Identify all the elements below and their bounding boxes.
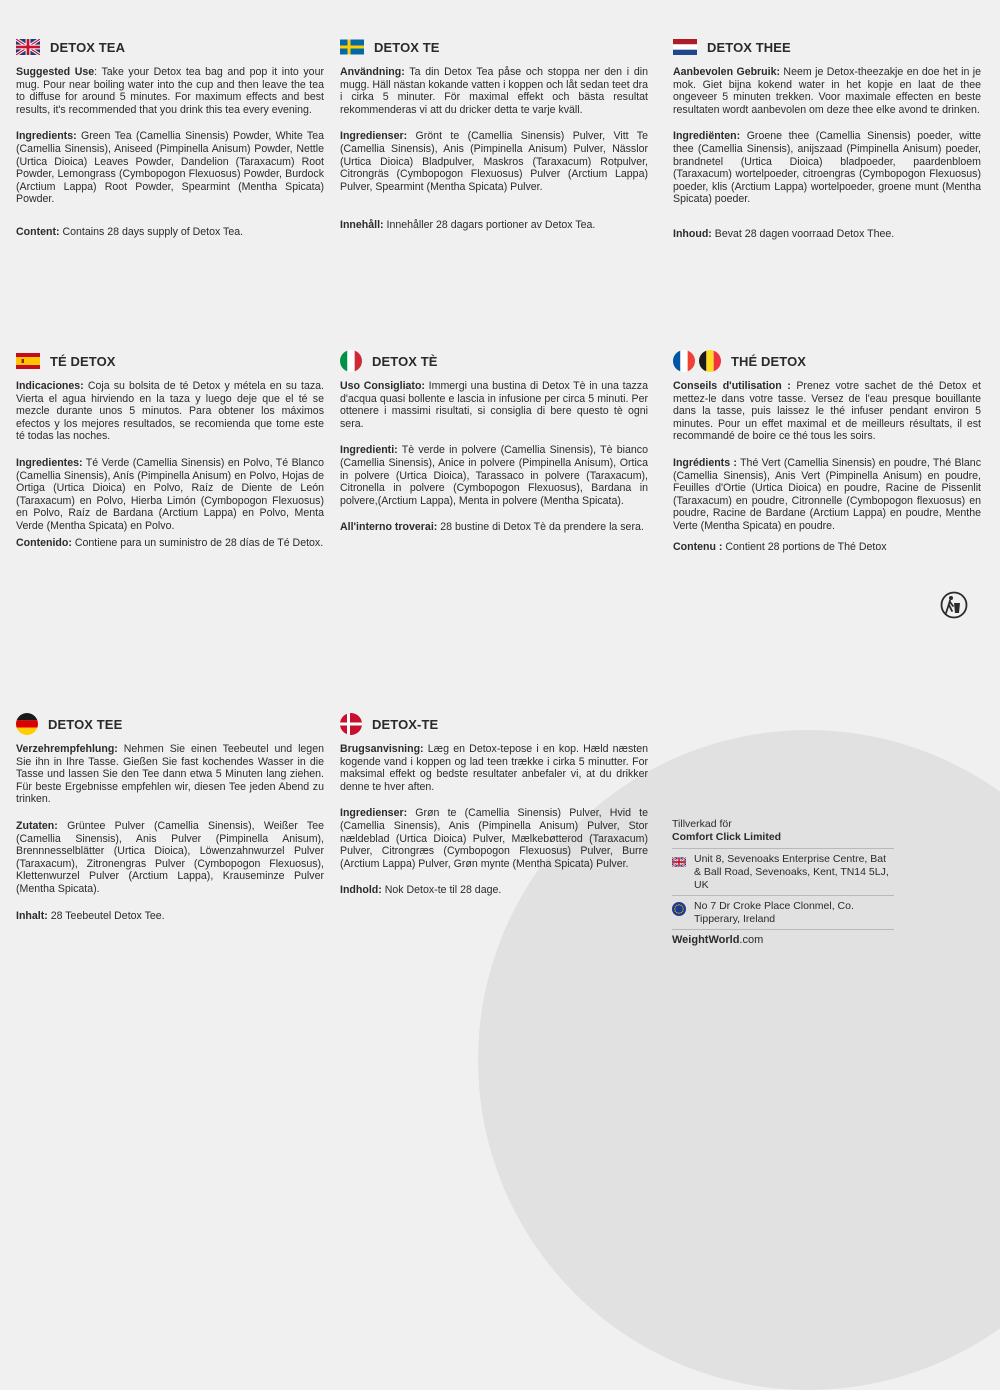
spain-flag-icon: [16, 353, 40, 369]
belgium-flag-icon: [699, 350, 721, 372]
usage-text: [673, 66, 981, 116]
panel-header: [340, 713, 648, 735]
content-text: [340, 521, 648, 534]
usage-text: [16, 66, 324, 116]
ingredients-text: [673, 130, 981, 206]
usage-label: Indicaciones:: [16, 380, 84, 392]
france-flag-icon: [673, 350, 695, 372]
made-for-label: Tillverkad för: [672, 818, 732, 830]
content-label: Inhoud:: [673, 227, 712, 240]
usage-label: Brugsanvisning:: [340, 743, 424, 755]
ingredients-label: Ingredienser:: [340, 130, 408, 143]
panel-header: [673, 36, 981, 58]
uk-flag-icon: [672, 855, 686, 869]
brand-domain: .com: [739, 934, 764, 946]
content-label: Contenido:: [16, 536, 72, 549]
ingredients-label: Zutaten:: [16, 819, 58, 832]
ingredients-label: Ingrédients :: [673, 456, 737, 469]
panel-header: [673, 350, 981, 372]
usage-label: Användning:: [340, 66, 405, 78]
content-text: [673, 541, 981, 554]
netherlands-flag-icon: [673, 39, 697, 55]
manufacturer-address: [672, 818, 894, 947]
usage-text: [340, 66, 648, 116]
ingredients-body: Té Verde (Camellia Sinensis) en Polvo, Té Blanco (Camellia Sinensis), Anís (Pimpinella Anisum) en Polvo, Hojas de Ortiga (Urtica Dioica) en Polvo, Raíz de Diente de León (Taraxacum) en Polvo, Hierba Limón (Cymbopogon Flexuosus) en Polvo, Raíz de Bardana (Arctium Lappa) en Polvo, Menta Verde (Mentha Spicata) en Polvo.: [16, 456, 324, 532]
panel-french: [673, 350, 981, 567]
uk-address-row: [672, 848, 894, 895]
denmark-flag-icon: [340, 713, 362, 735]
content-text: [340, 219, 648, 232]
content-label: Innehåll:: [340, 219, 384, 232]
panel-spanish: [16, 350, 324, 563]
content-label: Content:: [16, 225, 60, 238]
usage-body: Ta din Detox Tea påse och stoppa ner den i din mugg. Häll nästan kokande vatten i koppen och låt sedan teet dra i cirka 5 minuter. För maximal effekt och bästa resultat rekommenderas vi att du dricker detta te varje kväll.: [340, 66, 649, 116]
usage-body: Prenez votre sachet de thé Detox et mettez-le dans votre tasse. Versez de l'eau presque bouillante dans la tasse, puis laissez le thé infuser pendant environ 5 minutes. Pour un effet maximal et de meilleurs résultats, il est recommandé de boire ce thé tous les soirs.: [673, 380, 981, 443]
content-text: [673, 228, 981, 241]
usage-body: Coja su bolsita de té Detox y métela en su taza. Vierta el agua hirviendo en la taza y luego deje que el té se mezcle durante unos 5 minutos. Para obtener los máximos efectos y los mejores resultados, se recomienda que tome este té todas las noches.: [16, 380, 324, 443]
ingredients-text: [340, 130, 648, 193]
content-text: [16, 226, 324, 239]
content-body: Contains 28 days supply of Detox Tea.: [59, 225, 244, 238]
panel-header: [16, 36, 324, 58]
content-body: Contiene para un suministro de 28 días de Té Detox.: [71, 536, 324, 549]
panel-german: [16, 713, 324, 936]
ingredients-body: Grönt te (Camellia Sinensis) Pulver, Vitt Te (Camellia Sinensis), Anis (Pimpinella Anisum) Pulver, Nässlor (Urtica Dioica) Bladpulver, Maskros (Taraxacum) Rotpulver, Citrongräs (Cymbopogon Flexuosus) Pulver (Arctium Lappa) Pulver, Spearmint (Mentha Spicata) Pulver.: [340, 130, 648, 193]
ingredients-text: [340, 807, 648, 870]
content-text: [16, 537, 324, 550]
panel-danish: [340, 713, 648, 911]
ingredients-body: Tè verde in polvere (Camellia Sinensis), Tè bianco (Camellia Sinensis), Anice in polvere (Pimpinella Anisum), Ortica in polvere (Urtica Dioica), Tarassaco in polvere (Taraxacum), Citronella in polvere (Cymbopogon Flexuosus), Bardana in polvere,(Arctium Lappa), Menta in polvere (Mentha Spicata).: [340, 444, 648, 507]
content-text: [340, 884, 648, 897]
usage-label: Uso Consigliato:: [340, 380, 425, 392]
usage-label: Conseils d'utilisation :: [673, 380, 791, 392]
usage-label: Verzehrempfehlung:: [16, 743, 118, 755]
content-label: Indhold:: [340, 884, 382, 897]
panel-english: [16, 36, 324, 253]
panel-title: TÉ DETOX: [50, 353, 116, 369]
ingredients-body: Green Tea (Camellia Sinensis) Powder, White Tea (Camellia Sinensis), Aniseed (Pimpinella Anisum) Powder, Nettle (Urtica Dioica) Leaves Powder, Dandelion (Taraxacum) Root Powder, Lemongrass (Cymbopogon Flexuosus) Powder, Burdock (Arctium Lappa) Root Powder, Spearmint (Mentha Spicata) Powder.: [16, 130, 324, 206]
panel-dutch: [673, 36, 981, 255]
panel-header: [16, 350, 324, 372]
panel-swedish: [340, 36, 648, 246]
uk-flag-icon: [16, 39, 40, 55]
usage-body: Immergi una bustina di Detox Tè in una tazza d'acqua quasi bollente e lascia in infusione per circa 5 minuti. Per ottenere i massimi risultati, si consiglia di bere questo tè ogni sera.: [340, 380, 648, 430]
recycle-bin-icon: [940, 591, 968, 619]
content-label: All'interno troverai:: [340, 521, 438, 534]
eu-address-text: No 7 Dr Croke Place Clonmel, Co. Tipperary, Ireland: [694, 900, 854, 925]
ingredients-label: Ingrediënten:: [673, 130, 741, 143]
usage-body: Læg en Detox-tepose i en kop. Hæld næsten kogende vand i koppen og lad teen trække i cirka 5 minutter. For maksimal effekt og bedste resultater anbefaler vi, at du drikker denne te hver aften.: [340, 743, 648, 793]
usage-body: Neem je Detox-theezakje en doe het in je mok. Giet bijna kokend water in het kopje en laat de thee ongeveer 5 minuten trekken. Voor maximale effecten en beste resultaten wordt aanbevolen om deze thee elke avond te drinken.: [673, 66, 981, 116]
content-body: 28 bustine di Detox Tè da prendere la sera.: [437, 521, 644, 534]
sweden-flag-icon: [340, 39, 364, 55]
panel-title: DETOX THEE: [707, 39, 791, 55]
content-label: Inhalt:: [16, 909, 48, 922]
ingredients-text: [16, 820, 324, 896]
usage-body: : Take your Detox tea bag and pop it into your mug. Pour near boiling water into the cup and then leave the tea to diffuse for around 5 minutes. For maximum effects and best results, it's recommended that you drink this tea every evening.: [16, 66, 324, 116]
content-body: Nok Detox-te til 28 dage.: [381, 884, 502, 897]
ingredients-text: [16, 130, 324, 206]
ingredients-label: Ingredientes:: [16, 456, 83, 469]
content-label: Contenu :: [673, 540, 723, 553]
content-body: Contient 28 portions de Thé Detox: [722, 540, 887, 553]
brand-name: WeightWorld: [672, 934, 740, 946]
usage-label: Suggested Use: [16, 66, 95, 78]
ingredients-body: Grøn te (Camellia Sinensis) Pulver, Hvid te (Camellia Sinensis), Anis (Pimpinella Anisum) Pulver, Stor nældeblad (Urtica Dioica) Pulver, Mælkebøtterod (Taraxacum) Pulver, Citrongræs (Cymbopogon Flexuosus) Pulver, Burre (Arctium Lappa) Pulver, Grøn mynte (Mentha Spicata) Pulver.: [340, 807, 648, 870]
usage-text: [673, 380, 981, 443]
usage-label: Aanbevolen Gebruik:: [673, 66, 781, 78]
usage-text: [340, 743, 648, 793]
usage-text: [16, 380, 324, 443]
content-body: 28 Teebeutel Detox Tee.: [47, 909, 165, 922]
ingredients-body: Groene thee (Camellia Sinensis) poeder, witte thee (Camellia Sinensis), anijszaad (Pimpinella Anisum) poeder, brandnetel (Urtica Dioica) bladpoeder, paardenbloem (Taraxacum) wortelpoeder, citroengras (Cymbopogon Flexuosus) poeder, klis (Arctium Lappa) wortelpoeder, groene munt (Mentha Spicata) poeder.: [673, 130, 981, 206]
ingredients-label: Ingredienti:: [340, 444, 398, 457]
panel-header: [340, 36, 648, 58]
content-body: Bevat 28 dagen voorraad Detox Thee.: [711, 227, 895, 240]
panel-title: DETOX TEE: [48, 716, 123, 732]
panel-header: [16, 713, 324, 735]
ingredients-label: Ingredienser:: [340, 807, 408, 820]
content-text: [16, 910, 324, 923]
ingredients-body: Grüntee Pulver (Camellia Sinensis), Weißer Tee (Camellia Sinensis), Anis Pulver (Pimpinella Anisum), Brennnesselblätter (Urtica Dioica), Löwenzahnwurzel Pulver (Taraxacum), Zitronengras Pulver (Cymbopogon Flexuosus), Klettenwurzel Pulver (Arctium Lappa), Krauseminze Pulver (Mentha Spicata).: [16, 819, 324, 895]
panel-title: DETOX TEA: [50, 39, 126, 55]
panel-header: [340, 350, 648, 372]
company-name: Comfort Click Limited: [672, 831, 782, 843]
italy-flag-icon: [340, 350, 362, 372]
brand-website: [672, 929, 894, 947]
panel-title: DETOX TÈ: [372, 353, 438, 369]
usage-text: [16, 743, 324, 806]
usage-body: Nehmen Sie einen Teebeutel und legen Sie ihn in Ihre Tasse. Gießen Sie fast kochendes Wasser in die Tasse und lassen Sie den Tee dann etwa 5 Minuten lang ziehen. Für beste Ergebnisse empfehlen wir, diesen Tee jeden Abend zu trinken.: [16, 743, 324, 806]
uk-address-text: Unit 8, Sevenoaks Enterprise Centre, Bat & Ball Road, Sevenoaks, Kent, TN14 5LJ, UK: [694, 853, 889, 891]
ingredients-label: Ingredients:: [16, 130, 77, 143]
panel-italian: [340, 350, 648, 548]
ingredients-text: [340, 444, 648, 507]
panel-title: THÉ DETOX: [731, 353, 807, 369]
panel-title: DETOX-TE: [372, 716, 439, 732]
content-body: Innehåller 28 dagars portioner av Detox Tea.: [383, 219, 596, 232]
eu-address-row: [672, 895, 894, 929]
germany-flag-icon: [16, 713, 38, 735]
panel-title: DETOX TE: [374, 39, 440, 55]
ingredients-text: [16, 457, 324, 533]
ingredients-body: Thé Vert (Camellia Sinensis) en poudre, Thé Blanc (Camellia Sinensis), Anis Vert (Pimpinella Anisum) en poudre, Feuilles d'Ortie (Urtica Dioica) en poudre, Racine de Pissenlit (Taraxacum) en poudre, Citronnelle (Cymbopogon flexuosus) en poudre, Racine de Bardane (Arctium Lappa) en poudre, Menthe Verte (Mentha Spicata) en poudre.: [673, 456, 981, 532]
eu-flag-icon: [672, 902, 686, 916]
usage-text: [340, 380, 648, 430]
ingredients-text: [673, 457, 981, 533]
